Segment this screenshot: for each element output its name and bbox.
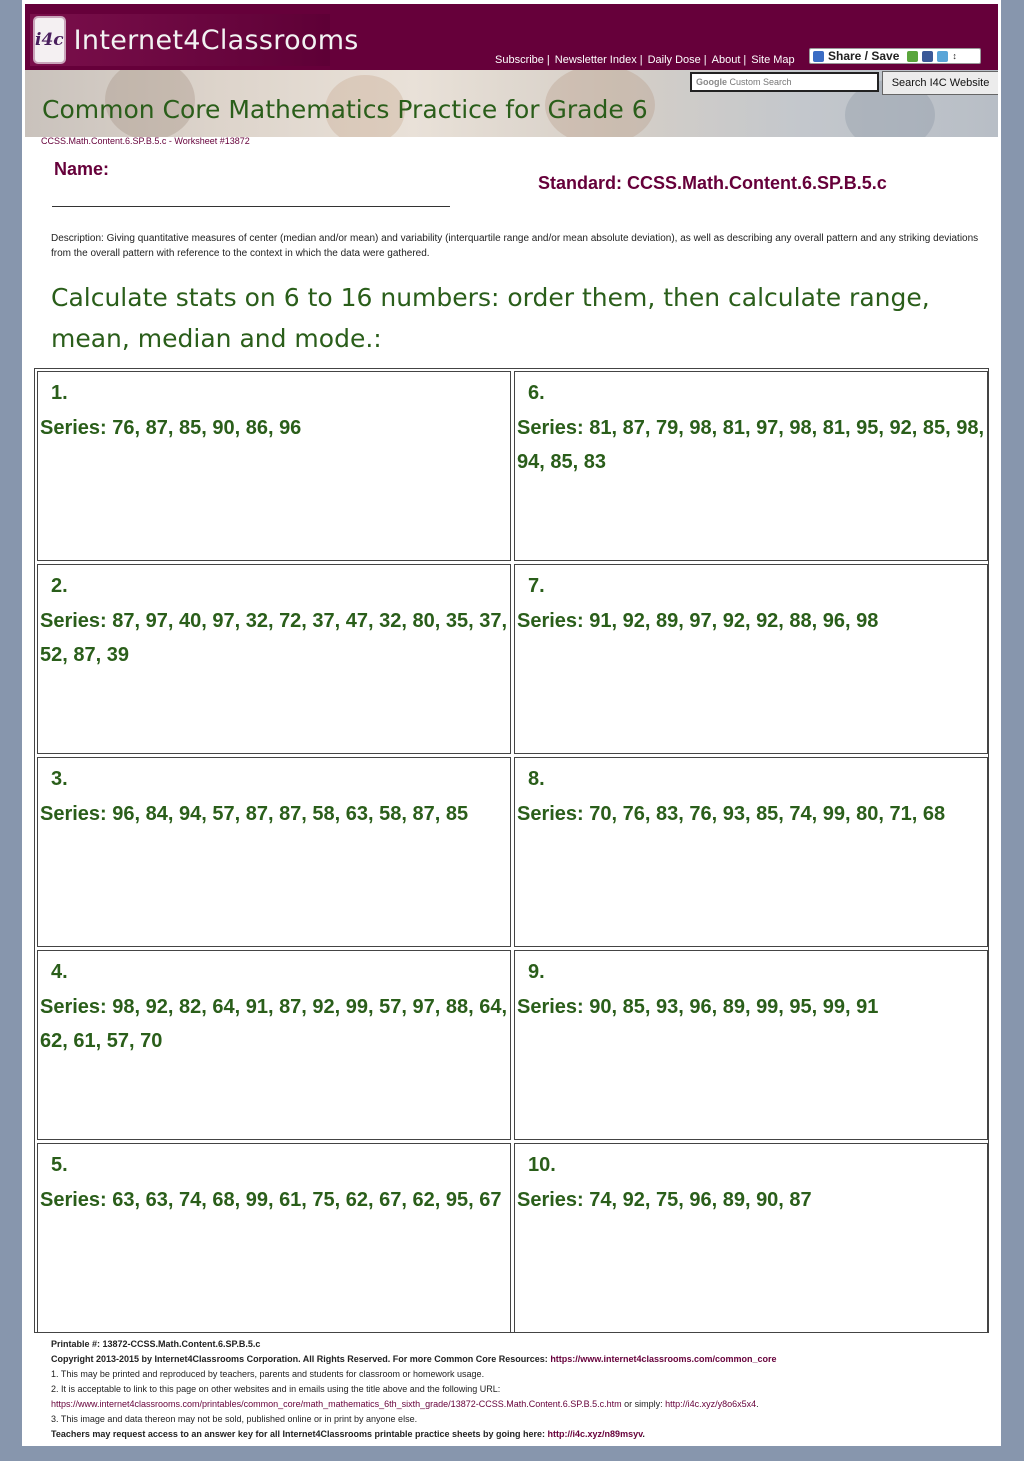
share-save-button[interactable] — [809, 48, 981, 64]
problem-series: Series: 87, 97, 40, 97, 32, 72, 37, 47, 32, 80, 35, 37, 52, 87, 39 — [40, 610, 508, 666]
search-placeholder: Custom Search — [729, 77, 792, 87]
nav-daily-dose[interactable]: Daily Dose — [647, 54, 701, 66]
top-banner — [25, 4, 998, 70]
short-url-link[interactable]: http://i4c.xyz/y8o6x5x4 — [665, 1399, 757, 1409]
printable-number: Printable #: 13872-CCSS.Math.Content.6.SP.B.5.c — [51, 1339, 261, 1349]
problem-number: 8. — [528, 768, 545, 790]
footer-line-2: 2. It is acceptable to link to this page on other websites and in emails using the title above and the following URL: — [51, 1384, 501, 1394]
instructions: Calculate stats on 6 to 16 numbers: order them, then calculate range, mean, median and mode.: — [51, 283, 930, 353]
problem-series: Series: 63, 63, 74, 68, 99, 61, 75, 62, 67, 62, 95, 67 — [40, 1189, 502, 1211]
nav-newsletter-index[interactable]: Newsletter Index — [554, 54, 637, 66]
problem-cell — [37, 950, 511, 1140]
answer-key-link[interactable]: http://i4c.xyz/n89msyv — [547, 1429, 643, 1439]
problem-series: Series: 90, 85, 93, 96, 89, 99, 95, 99, 91 — [517, 996, 879, 1018]
logo-text: Internet4Classrooms — [73, 24, 359, 56]
name-label: Name: — [54, 159, 110, 179]
chevron-updown-icon: ↕ — [952, 51, 957, 61]
footer — [51, 1337, 991, 1442]
copyright: Copyright 2013-2015 by Internet4Classrooms Corporation. All Rights Reserved. For more Common Core Resources: https://www.internet4classrooms.com/common_core — [51, 1354, 777, 1364]
logo-badge-icon: i4c — [33, 16, 66, 64]
page-title: Common Core Mathematics Practice for Grade 6 — [42, 95, 648, 124]
footer-line-1: 1. This may be printed and reproduced by teachers, parents and students for classroom or homework usage. — [51, 1369, 485, 1379]
nav-site-map[interactable]: Site Map — [751, 54, 795, 66]
nav-subscribe[interactable]: Subscribe — [495, 54, 544, 66]
twitter-icon — [937, 51, 948, 62]
google-logo: Google — [696, 77, 727, 87]
answer-key-note: Teachers may request access to an answer key for all Internet4Classrooms printable practice sheets by going here: http://i4c.xyz/n89msyv. — [51, 1429, 645, 1439]
problem-number: 10. — [528, 1154, 556, 1176]
footer-urls: https://www.internet4classrooms.com/printables/common_core/math_mathematics_6th_sixth_grade/13872-CCSS.Math.Content.6.SP.B.5.c.htm or simply: http://i4c.xyz/y8o6x5x4. — [51, 1399, 759, 1409]
problem-grid — [34, 368, 989, 1333]
problem-series: Series: 98, 92, 82, 64, 91, 87, 92, 99, 57, 97, 88, 64, 62, 61, 57, 70 — [40, 996, 508, 1052]
top-nav: Subscribe | Newsletter Index | Daily Dose | About | Site Map — [495, 54, 795, 66]
problem-series: Series: 70, 76, 83, 76, 93, 85, 74, 99, 80, 71, 68 — [517, 803, 946, 825]
problem-series: Series: 91, 92, 89, 97, 92, 92, 88, 96, 98 — [517, 610, 879, 632]
problem-cell — [514, 371, 988, 561]
problem-cell — [37, 564, 511, 754]
problem-cell — [37, 757, 511, 947]
share-plus-icon — [813, 51, 824, 62]
problem-number: 5. — [51, 1154, 68, 1176]
problem-series: Series: 81, 87, 79, 98, 81, 97, 98, 81, 95, 92, 85, 98, 94, 85, 83 — [517, 417, 985, 473]
name-line — [52, 206, 450, 207]
problem-cell — [37, 1143, 511, 1333]
problem-cell — [514, 950, 988, 1140]
problem-series: Series: 96, 84, 94, 57, 87, 87, 58, 63, 58, 87, 85 — [40, 803, 469, 825]
problem-number: 1. — [51, 382, 68, 404]
problem-cell — [514, 1143, 988, 1333]
share-label: Share / Save — [828, 49, 900, 63]
problem-cell — [37, 371, 511, 561]
problem-cell — [514, 564, 988, 754]
common-core-link[interactable]: https://www.internet4classrooms.com/common_core — [550, 1354, 777, 1364]
search-input[interactable] — [690, 72, 879, 92]
problem-number: 6. — [528, 382, 545, 404]
nav-about[interactable]: About — [711, 54, 741, 66]
problem-series: Series: 76, 87, 85, 90, 86, 96 — [40, 417, 302, 439]
footer-line-3: 3. This image and data thereon may not be sold, published online or in print by anyone else. — [51, 1414, 418, 1424]
problem-number: 2. — [51, 575, 68, 597]
site-logo[interactable] — [30, 14, 359, 66]
full-url-link[interactable]: https://www.internet4classrooms.com/printables/common_core/math_mathematics_6th_sixth_grade/13872-CCSS.Math.Content.6.SP.B.5.c.htm — [51, 1399, 622, 1409]
problem-number: 7. — [528, 575, 545, 597]
description: Description: Giving quantitative measures of center (median and/or mean) and variability (interquartile range and/or mean absolute deviation), as well as describing any overall pattern and any striking deviations from the overall pattern with reference to the context in which the data were gathered. — [51, 233, 979, 259]
problem-series: Series: 74, 92, 75, 96, 89, 90, 87 — [517, 1189, 812, 1211]
facebook-icon — [922, 51, 933, 62]
breadcrumb: CCSS.Math.Content.6.SP.B.5.c - Worksheet #13872 — [41, 136, 250, 146]
share-green-icon — [907, 51, 918, 62]
problem-number: 4. — [51, 961, 68, 983]
problem-number: 9. — [528, 961, 545, 983]
problem-cell — [514, 757, 988, 947]
search-button[interactable]: Search I4C Website — [882, 71, 998, 95]
problem-number: 3. — [51, 768, 68, 790]
page — [22, 0, 1001, 1446]
hero-banner — [25, 70, 998, 137]
standard-label: Standard: CCSS.Math.Content.6.SP.B.5.c — [538, 173, 887, 193]
